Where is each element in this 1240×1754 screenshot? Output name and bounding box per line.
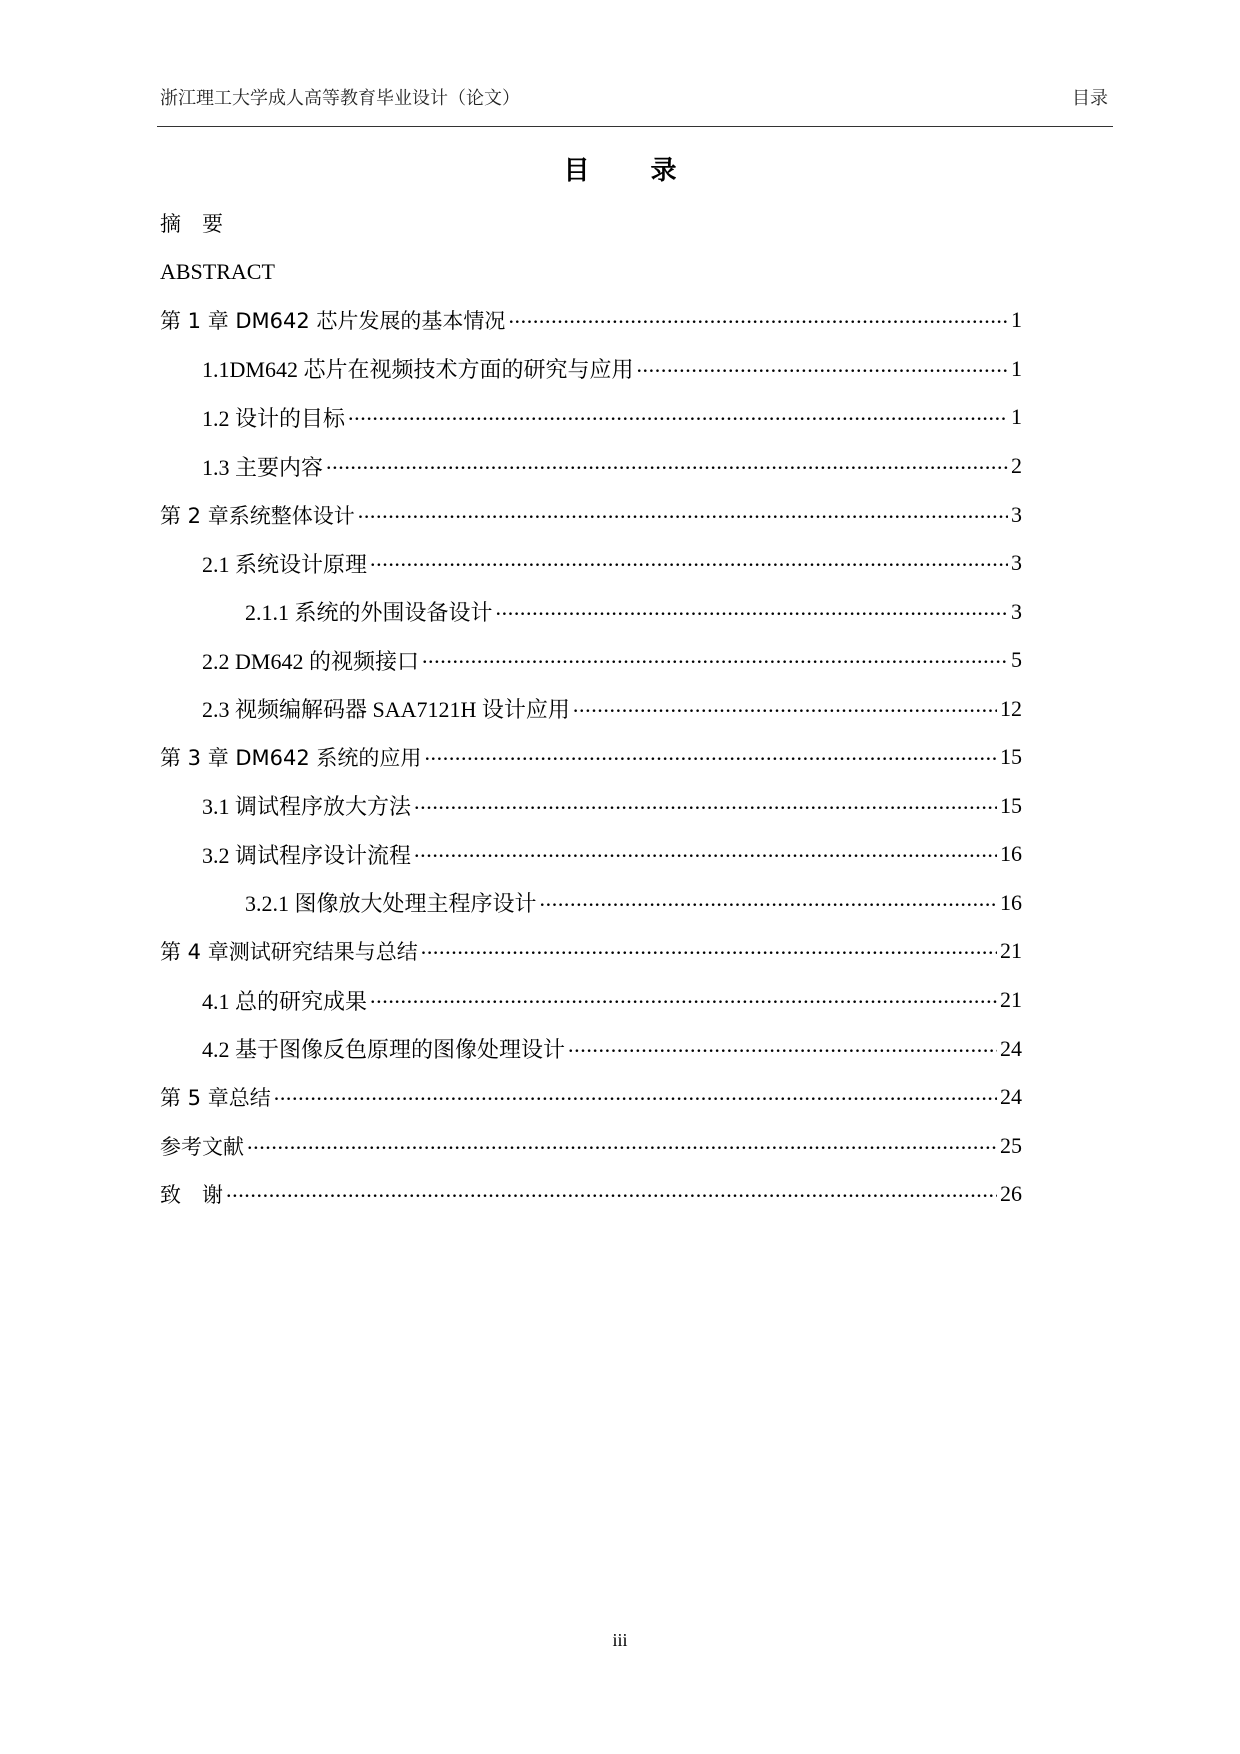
toc-entry-label: 1.1DM642 芯片在视频技术方面的研究与应用 [202, 357, 634, 383]
toc-entry-label: 1.3 主要内容 [202, 454, 324, 480]
dot-leader [348, 406, 1008, 428]
dot-leader [508, 309, 1008, 331]
dot-leader [496, 601, 1008, 623]
toc-entry-label: 3.2.1 图像放大处理主程序设计 [245, 891, 537, 917]
dot-leader [540, 892, 997, 914]
toc-entry[interactable] [160, 345, 1022, 394]
toc-entry-page-number: 16 [1000, 841, 1022, 867]
toc-entry[interactable] [160, 1073, 1022, 1122]
toc-entry[interactable] [160, 1121, 1022, 1170]
dot-leader [422, 649, 1008, 671]
toc-entry-page-number: 24 [1000, 1084, 1022, 1110]
toc-entry-page-number: 21 [1000, 987, 1022, 1013]
toc-entry[interactable] [160, 199, 1022, 248]
toc-entry-label: 第 1 章 DM642 芯片发展的基本情况 [160, 309, 506, 334]
toc-entry-label: 2.1.1 系统的外围设备设计 [245, 600, 493, 626]
toc-entry-label: 4.1 总的研究成果 [202, 988, 368, 1014]
dot-leader [424, 746, 997, 768]
dot-leader [370, 552, 1008, 574]
running-header-section: 目录 [1072, 88, 1108, 109]
toc-entry-page-number: 3 [1011, 550, 1022, 576]
toc-entry[interactable] [160, 490, 1022, 539]
toc-entry[interactable] [160, 539, 1022, 588]
toc-entry-page-number: 16 [1000, 889, 1022, 915]
dot-leader [247, 1135, 997, 1157]
toc-entry-page-number: 2 [1011, 453, 1022, 478]
toc-entry-label: 3.1 调试程序放大方法 [202, 794, 412, 820]
toc-entry-page-number: 25 [1000, 1132, 1022, 1158]
toc-entry[interactable] [160, 442, 1022, 491]
toc-entry-page-number: 26 [1000, 1181, 1022, 1207]
dot-leader [226, 1183, 997, 1205]
toc-entry[interactable] [160, 1170, 1022, 1219]
dot-leader [421, 940, 997, 962]
toc-entry-page-number: 15 [1000, 744, 1022, 770]
toc-entry-page-number: 15 [1000, 792, 1022, 818]
toc-entry-label: 4.2 基于图像反色原理的图像处理设计 [202, 1037, 566, 1063]
table-of-contents [160, 199, 1022, 1218]
toc-entry[interactable] [160, 587, 1022, 636]
dot-leader [568, 1038, 997, 1060]
toc-entry[interactable] [160, 684, 1022, 733]
toc-entry-label: 2.1 系统设计原理 [202, 551, 368, 577]
toc-entry-label: 1.2 设计的目标 [202, 405, 346, 431]
page-number: iii [612, 1630, 628, 1650]
toc-entry[interactable] [160, 782, 1022, 831]
toc-entry[interactable] [160, 733, 1022, 782]
dot-leader [274, 1086, 997, 1108]
toc-entry-label: 2.2 DM642 的视频接口 [202, 648, 419, 674]
toc-entry-label: 第 3 章 DM642 系统的应用 [160, 746, 422, 771]
dot-leader [414, 795, 997, 817]
toc-entry[interactable] [160, 879, 1022, 928]
toc-entry[interactable] [160, 830, 1022, 879]
toc-entry-page-number: 1 [1011, 404, 1022, 430]
dot-leader [414, 843, 997, 865]
page-title: 目 录 [563, 156, 703, 186]
toc-entry-label: 摘 要 [160, 212, 223, 237]
toc-entry-page-number: 12 [1000, 695, 1022, 721]
toc-entry[interactable] [160, 976, 1022, 1025]
toc-entry-page-number: 21 [1000, 938, 1022, 964]
header-divider [157, 126, 1113, 127]
dot-leader [636, 358, 1008, 380]
toc-entry-label: 第 5 章总结 [160, 1086, 271, 1111]
toc-entry-label: ABSTRACT [160, 258, 275, 284]
toc-entry-label: 2.3 视频编解码器 SAA7121H 设计应用 [202, 697, 570, 723]
toc-entry-label: 第 4 章测试研究结果与总结 [160, 940, 418, 965]
toc-entry[interactable] [160, 296, 1022, 345]
dot-leader [358, 504, 1008, 526]
toc-entry-page-number: 1 [1011, 355, 1022, 381]
toc-entry-label: 第 2 章系统整体设计 [160, 503, 355, 528]
running-header-title: 浙江理工大学成人高等教育毕业设计（论文） [160, 88, 520, 109]
dot-leader [370, 989, 997, 1011]
toc-entry-page-number: 24 [1000, 1035, 1022, 1061]
dot-leader [573, 698, 997, 720]
toc-entry-page-number: 3 [1011, 598, 1022, 624]
toc-entry[interactable] [160, 636, 1022, 685]
toc-entry[interactable] [160, 927, 1022, 976]
toc-entry-label: 参考文献 [160, 1134, 244, 1159]
toc-entry-page-number: 3 [1011, 501, 1022, 527]
toc-entry[interactable] [160, 248, 1022, 297]
toc-entry-label: 致 谢 [160, 1183, 223, 1208]
toc-entry-page-number: 1 [1011, 307, 1022, 333]
toc-entry-label: 3.2 调试程序设计流程 [202, 842, 412, 868]
toc-entry[interactable] [160, 393, 1022, 442]
dot-leader [326, 455, 1008, 477]
toc-entry[interactable] [160, 1024, 1022, 1073]
toc-entry-page-number: 5 [1011, 647, 1022, 673]
